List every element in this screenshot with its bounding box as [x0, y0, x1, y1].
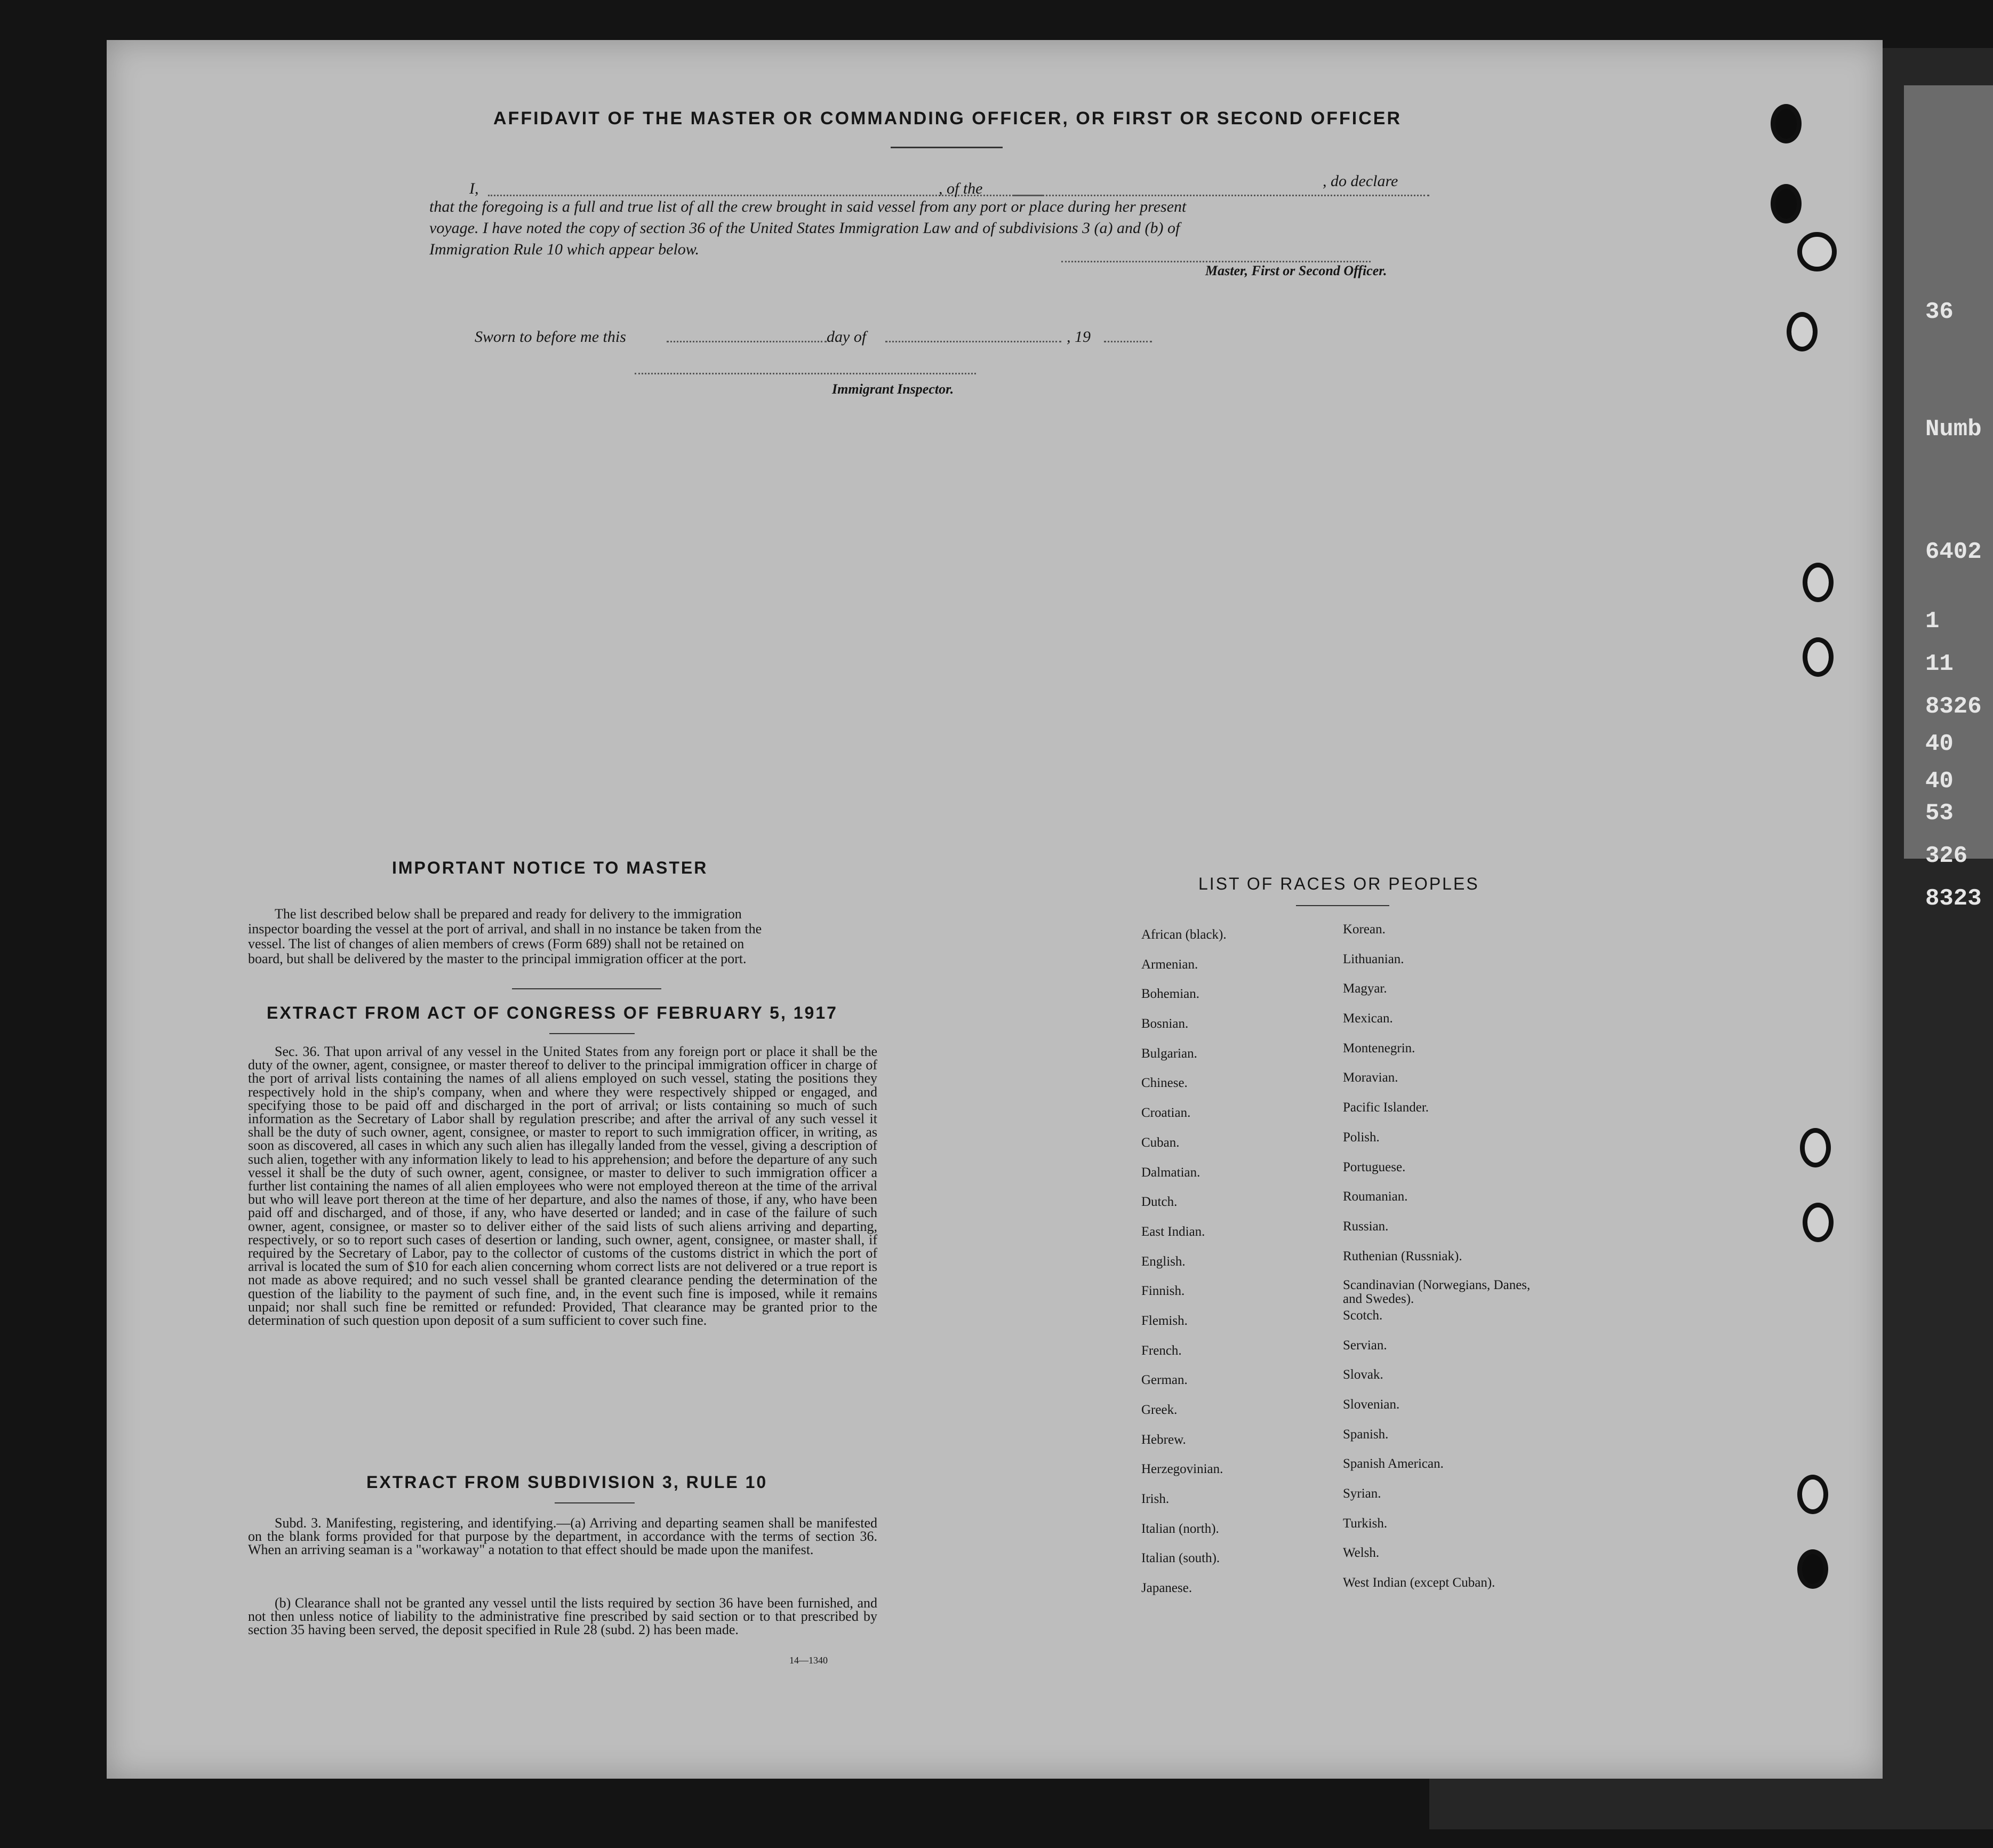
edge-number: 40 [1925, 731, 1954, 757]
edge-number: 36 [1925, 299, 1954, 325]
notice-line: The list described below shall be prepared and ready for delivery to the immigration [275, 906, 742, 922]
race-item: Italian (south). [1141, 1551, 1220, 1566]
punch-hole [1803, 637, 1834, 677]
edge-number: 326 [1925, 843, 1968, 869]
race-item: African (black). [1141, 927, 1227, 942]
races-right-column [1343, 922, 1535, 1605]
race-item: Pacific Islander. [1343, 1100, 1429, 1115]
punch-hole [1797, 1475, 1828, 1514]
notice-line: vessel. The list of changes of alien members of crews (Form 689) shall not be retained on [248, 936, 745, 951]
inspector-signature-blank [635, 373, 976, 374]
race-item: French. [1141, 1343, 1182, 1358]
notice-title: IMPORTANT NOTICE TO MASTER [392, 858, 708, 877]
day-of-label: day of [827, 328, 867, 346]
rule-subd-b: (b) Clearance shall not be granted any vessel until the lists required by section 36 have been furnished, and not then unless notice of liability to the administrative fine prescribed by said section or to that prescribed by section 35 having been served, the deposit specified in Rule 28 (subd. 2) has been made. [248, 1595, 877, 1638]
section-rule [549, 1033, 635, 1034]
edge-number: 8326 [1925, 693, 1982, 720]
affidavit-of-the: , of the [939, 180, 983, 197]
race-item: Slovak. [1343, 1367, 1383, 1382]
section-rule [555, 1502, 635, 1503]
notice-line: board, but shall be delivered by the master to the principal immigration officer at the port. [248, 951, 747, 966]
race-item: Slovenian. [1343, 1397, 1400, 1412]
edge-number: 8323 [1925, 885, 1982, 912]
punch-hole [1771, 184, 1802, 223]
race-item: Italian (north). [1141, 1521, 1219, 1536]
sworn-day-blank [667, 341, 827, 342]
act-title: EXTRACT FROM ACT OF CONGRESS OF FEBRUARY 5, 1917 [267, 1003, 838, 1022]
act-section-36-text: Sec. 36. That upon arrival of any vessel in the United States from any foreign port or place it shall be the duty of the owner, agent, consignee, or master thereof to deliver to the principal immigration officer in charge of the port of arrival lists containing the names of all aliens employed on such vessel, stating the positions they respectively hold in the ship's company, when and where they were respectively shipped or engaged, and specifying those to be paid off and discharged in the port of arrival; or lists containing so much of such information as the Secretary of Labor shall by regulation prescribe; and after the arrival of any such vessel it shall be the duty of such owner, agent, consignee, or master to report to such immigration officer, in writing, as soon as discovered, all cases in which any such alien has illegally landed from the vessel, giving a description of such alien, together with any information likely to lead to his apprehension; and before the departure of any such vessel it shall be the duty of such owner, agent, consignee, or master to deliver to such immigration officer a further list containing the names of all alien employees who were not employed thereon at the time of the arrival but who will leave port thereon at the time of her departure, and also the names of those, if any, who have been paid off and discharged, and of those, if any, who have deserted or landed; and in case of the failure of such owner, agent, consignee, or master so to deliver either of the said lists of such aliens arriving and departing, respectively, or so to report such cases of desertion or landing, such owner, agent, consignee, or master shall, if required by the Secretary of Labor, pay to the collector of customs of the customs district in which the port of arrival is located the sum of $10 for each alien concerning whom correct lists are not delivered or a true report is not made as above required; and no such vessel shall be granted clearance pending the determination of the question of the liability to the payment of such fine, and, in the event such fine is imposed, while it remains unpaid; nor shall such fine be remitted or refunded: Provided, That clearance may be granted prior to the determination of such question upon deposit of a sum sufficient to cover such fine. [248, 1044, 877, 1329]
race-item: Scotch. [1343, 1308, 1383, 1323]
edge-number: 53 [1925, 800, 1954, 827]
section-rule [1296, 905, 1389, 906]
document-page [107, 40, 1883, 1779]
race-item: Portuguese. [1343, 1159, 1406, 1174]
races-left-column [1141, 927, 1227, 1611]
race-item: Croatian. [1141, 1106, 1191, 1121]
edge-number: 11 [1925, 651, 1954, 677]
race-item: Lithuanian. [1343, 951, 1404, 966]
punch-hole [1803, 1203, 1834, 1242]
race-item: Mexican. [1343, 1011, 1393, 1026]
race-item: Ruthenian (Russniak). [1343, 1249, 1462, 1263]
races-title: LIST OF RACES OR PEOPLES [1198, 874, 1479, 893]
edge-number: 1 [1925, 608, 1940, 635]
race-item: English. [1141, 1254, 1186, 1269]
race-item: Servian. [1343, 1338, 1387, 1353]
section-rule [512, 988, 661, 989]
race-item: Roumanian. [1343, 1189, 1408, 1204]
race-item: Bulgarian. [1141, 1046, 1197, 1061]
punch-hole [1803, 563, 1834, 602]
punch-hole [1800, 1128, 1831, 1167]
sworn-label: Sworn to before me this [475, 328, 626, 346]
form-number: 14—1340 [789, 1655, 828, 1666]
race-item: Moravian. [1343, 1070, 1398, 1085]
race-item: Spanish. [1343, 1427, 1389, 1442]
race-item: Hebrew. [1141, 1432, 1186, 1447]
affidavit-line-3: voyage. I have noted the copy of section 36 of the United States Immigration Law and of subdivisions 3 (a) and (b) of [429, 219, 1180, 237]
signature-blank [1061, 261, 1371, 262]
edge-number: 6402 [1925, 539, 1982, 565]
vessel-blank [1013, 195, 1429, 196]
race-item: Korean. [1343, 922, 1386, 937]
affidavit-do-declare: , do declare [1323, 172, 1398, 190]
race-item: Russian. [1343, 1219, 1389, 1234]
race-item: West Indian (except Cuban). [1343, 1575, 1495, 1590]
race-item: Finnish. [1141, 1284, 1185, 1299]
affidavit-title: AFFIDAVIT OF THE MASTER OR COMMANDING OFFICER, OR FIRST OR SECOND OFFICER [493, 108, 1402, 129]
race-item: Bohemian. [1141, 987, 1200, 1002]
race-item: Welsh. [1343, 1546, 1380, 1561]
race-item: Dalmatian. [1141, 1165, 1200, 1180]
race-item: German. [1141, 1373, 1188, 1388]
race-item: Bosnian. [1141, 1017, 1189, 1031]
race-item: Japanese. [1141, 1581, 1192, 1596]
race-item: Polish. [1343, 1130, 1380, 1145]
rule-subd-a: Subd. 3. Manifesting, registering, and identifying.—(a) Arriving and departing seamen shall be manifested on the blank forms provided for that purpose by the department, in accordance with the terms of section 36. When an arriving seaman is a "workaway" a notation to that effect should be made upon the manifest. [248, 1515, 877, 1558]
race-item: Armenian. [1141, 957, 1198, 972]
race-item: Chinese. [1141, 1076, 1188, 1091]
race-item: Syrian. [1343, 1486, 1381, 1501]
race-item: Montenegrin. [1343, 1041, 1415, 1055]
edge-number: 40 [1925, 768, 1954, 795]
rule-title: EXTRACT FROM SUBDIVISION 3, RULE 10 [366, 1473, 768, 1492]
affidavit-line-2: that the foregoing is a full and true list of all the crew brought in said vessel from any port or place during her present [429, 198, 1187, 215]
notice-line: inspector boarding the vessel at the port of arrival, and shall in no instance be taken from the [248, 921, 762, 937]
punch-hole [1771, 104, 1802, 143]
punch-hole [1787, 312, 1818, 351]
race-item: Spanish American. [1343, 1457, 1444, 1471]
sworn-month-blank [885, 341, 1061, 342]
year-label: , 19 [1067, 328, 1091, 346]
punch-hole [1797, 1549, 1828, 1589]
affidavit-i-label: I, [469, 180, 479, 197]
race-item: Greek. [1141, 1403, 1178, 1417]
race-item: Cuban. [1141, 1135, 1180, 1150]
inspector-label: Immigrant Inspector. [832, 381, 954, 397]
year-blank [1104, 341, 1152, 342]
race-item: Dutch. [1141, 1195, 1178, 1210]
affidavit-line-4: Immigration Rule 10 which appear below. [429, 241, 700, 258]
punch-hole [1797, 232, 1837, 271]
underlying-page-edge [1904, 85, 1993, 912]
race-item: Irish. [1141, 1492, 1170, 1507]
race-item: East Indian. [1141, 1224, 1205, 1239]
race-item: Herzegovinian. [1141, 1462, 1223, 1477]
title-rule [891, 147, 1003, 148]
race-item: Turkish. [1343, 1516, 1388, 1531]
race-item: Scandinavian (Norwegians, Danes, and Swedes). [1343, 1278, 1531, 1307]
race-item: Magyar. [1343, 981, 1387, 996]
signature-label: Master, First or Second Officer. [1205, 263, 1387, 278]
race-item: Flemish. [1141, 1313, 1188, 1328]
edge-number: Numb [1925, 416, 1982, 443]
